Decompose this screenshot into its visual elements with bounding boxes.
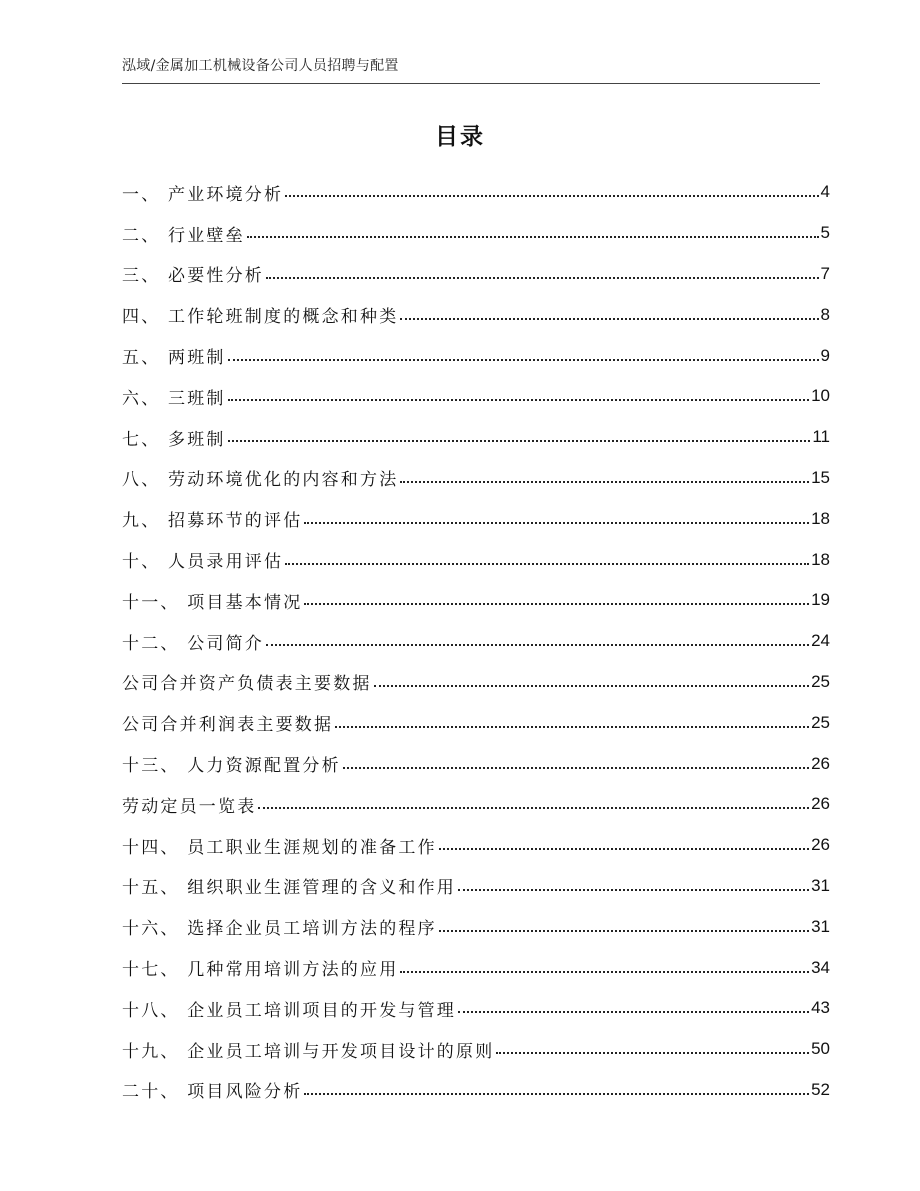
toc-dot-leader <box>400 318 818 320</box>
toc-dot-leader <box>400 971 809 973</box>
toc-entry[interactable] <box>122 743 830 784</box>
toc-dot-leader <box>285 563 809 565</box>
toc-entry-label: 六、 三班制 <box>122 388 226 409</box>
toc-page-number: 43 <box>811 998 830 1018</box>
toc-dot-leader <box>266 644 809 646</box>
toc-dot-leader <box>400 481 809 483</box>
toc-dot-leader <box>304 603 809 605</box>
toc-dot-leader <box>228 359 819 361</box>
toc-entry-label: 七、 多班制 <box>122 429 226 450</box>
toc-dot-leader <box>247 236 819 238</box>
toc-entry[interactable] <box>122 866 830 907</box>
toc-entry[interactable] <box>122 1070 830 1111</box>
toc-dot-leader <box>374 685 809 687</box>
toc-dot-leader <box>304 1093 809 1095</box>
toc-entry[interactable] <box>122 947 830 988</box>
toc-dot-leader <box>228 440 811 442</box>
toc-entry-label: 八、 劳动环境优化的内容和方法 <box>122 470 399 491</box>
toc-entry[interactable] <box>122 906 830 947</box>
toc-dot-leader <box>266 277 819 279</box>
toc-entry[interactable] <box>122 335 830 376</box>
toc-entry-label: 十六、 选择企业员工培训方法的程序 <box>122 919 437 940</box>
toc-dot-leader <box>439 848 809 850</box>
toc-entry[interactable] <box>122 213 830 254</box>
toc-entry-label: 十八、 企业员工培训项目的开发与管理 <box>122 1000 457 1021</box>
toc-entry-label: 九、 招募环节的评估 <box>122 511 303 532</box>
header-divider <box>122 83 820 84</box>
toc-entry[interactable] <box>122 621 830 662</box>
page-title: 目录 <box>435 124 485 150</box>
toc-entry[interactable] <box>122 825 830 866</box>
toc-entry-label: 五、 两班制 <box>122 348 226 369</box>
toc-page-number: 24 <box>811 631 830 651</box>
toc-entry[interactable] <box>122 662 830 703</box>
toc-entry[interactable] <box>122 172 830 213</box>
toc-page-number: 25 <box>811 671 830 691</box>
toc-entry[interactable] <box>122 376 830 417</box>
toc-page-number: 8 <box>820 304 830 324</box>
toc-dot-leader <box>258 807 809 809</box>
toc-page-number: 26 <box>811 794 830 814</box>
toc-entry[interactable] <box>122 1029 830 1070</box>
toc-dot-leader <box>496 1052 809 1054</box>
toc-entry-label: 二十、 项目风险分析 <box>122 1082 303 1103</box>
toc-page-number: 4 <box>820 182 830 202</box>
toc-entry[interactable] <box>122 254 830 295</box>
toc-dot-leader <box>343 767 809 769</box>
toc-entry[interactable] <box>122 498 830 539</box>
table-of-contents <box>122 172 830 1110</box>
toc-dot-leader <box>285 195 818 197</box>
toc-dot-leader <box>304 522 809 524</box>
toc-dot-leader <box>458 1011 809 1013</box>
toc-page-number: 18 <box>811 549 830 569</box>
toc-page-number: 19 <box>811 590 830 610</box>
toc-page-number: 7 <box>820 263 830 283</box>
toc-page-number: 31 <box>811 916 830 936</box>
toc-entry[interactable] <box>122 988 830 1029</box>
toc-entry-label: 十、 人员录用评估 <box>122 552 284 573</box>
toc-entry[interactable] <box>122 702 830 743</box>
toc-entry-label: 四、 工作轮班制度的概念和种类 <box>122 307 399 328</box>
toc-entry-label: 十九、 企业员工培训与开发项目设计的原则 <box>122 1041 495 1062</box>
toc-page-number: 5 <box>820 223 830 243</box>
toc-page-number: 52 <box>811 1079 830 1099</box>
toc-entry-label: 公司合并资产负债表主要数据 <box>122 674 372 695</box>
toc-page-number: 34 <box>811 957 830 977</box>
toc-page-number: 15 <box>811 467 830 487</box>
toc-page-number: 31 <box>811 875 830 895</box>
toc-entry-label: 十四、 员工职业生涯规划的准备工作 <box>122 837 437 858</box>
toc-page-number: 25 <box>811 712 830 732</box>
toc-entry[interactable] <box>122 580 830 621</box>
toc-entry-label: 二、 行业壁垒 <box>122 225 245 246</box>
toc-entry-label: 公司合并利润表主要数据 <box>122 715 334 736</box>
toc-entry-label: 十三、 人力资源配置分析 <box>122 756 341 777</box>
toc-entry-label: 十七、 几种常用培训方法的应用 <box>122 960 399 981</box>
toc-page-number: 50 <box>811 1039 830 1059</box>
toc-entry-label: 十五、 组织职业生涯管理的含义和作用 <box>122 878 457 899</box>
toc-page-number: 26 <box>811 835 830 855</box>
toc-entry[interactable] <box>122 539 830 580</box>
toc-dot-leader <box>335 726 809 728</box>
toc-entry[interactable] <box>122 294 830 335</box>
toc-page-number: 26 <box>811 753 830 773</box>
toc-entry[interactable] <box>122 417 830 458</box>
toc-entry-label: 劳动定员一览表 <box>122 796 257 817</box>
toc-dot-leader <box>439 930 809 932</box>
toc-entry-label: 一、 产业环境分析 <box>122 184 284 205</box>
toc-page-number: 9 <box>820 345 830 365</box>
toc-page-number: 11 <box>812 427 830 447</box>
toc-entry-label: 十二、 公司简介 <box>122 633 265 654</box>
toc-page-number: 10 <box>811 386 830 406</box>
toc-entry[interactable] <box>122 458 830 499</box>
toc-entry-label: 十一、 项目基本情况 <box>122 592 303 613</box>
toc-dot-leader <box>228 399 809 401</box>
toc-page-number: 18 <box>811 508 830 528</box>
running-header: 泓域/金属加工机械设备公司人员招聘与配置 <box>122 58 399 74</box>
toc-entry-label: 三、 必要性分析 <box>122 266 265 287</box>
toc-entry[interactable] <box>122 784 830 825</box>
toc-dot-leader <box>458 889 809 891</box>
